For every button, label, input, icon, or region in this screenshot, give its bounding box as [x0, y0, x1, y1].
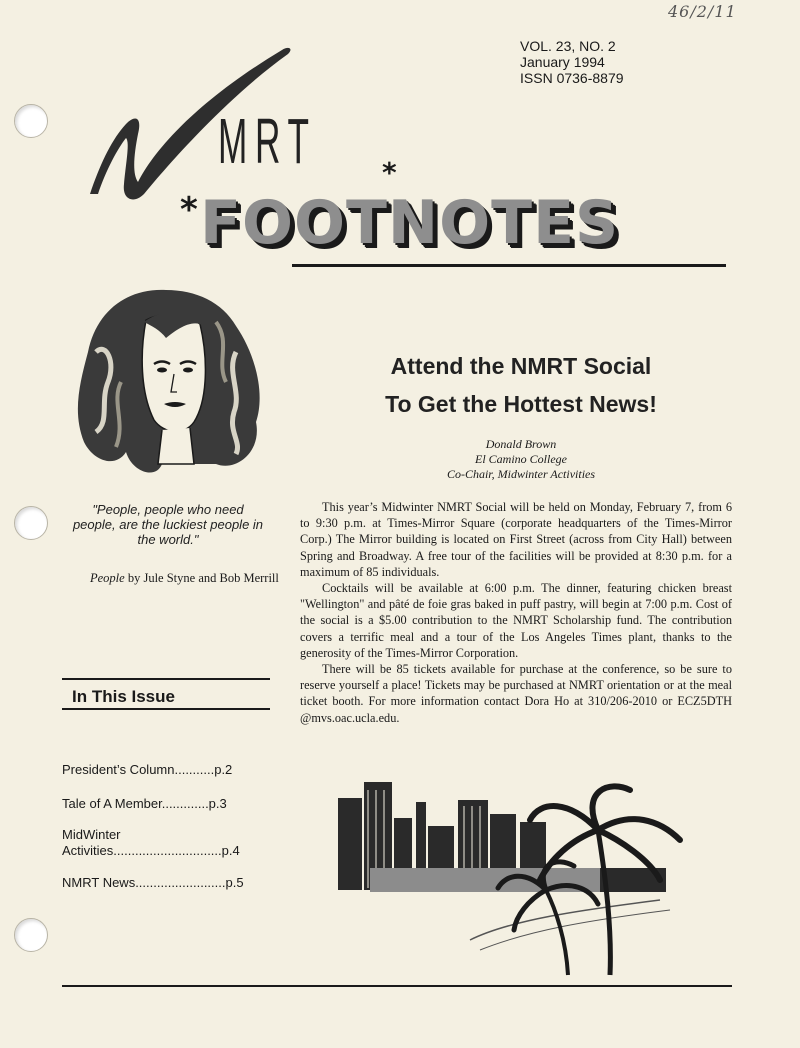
headline-line-2: To Get the Hottest News!	[385, 391, 657, 417]
quote-credit	[76, 570, 286, 586]
city-skyline-illustration	[330, 770, 700, 980]
nmrt-letters: MRT	[218, 105, 317, 177]
toc-list	[62, 762, 272, 891]
portrait-illustration	[66, 282, 270, 482]
punch-hole-top	[14, 104, 48, 138]
author-affiliation: El Camino College	[475, 452, 567, 466]
newsletter-title: FOOTNOTES	[200, 188, 620, 258]
author-role: Co-Chair, Midwinter Activities	[446, 467, 596, 481]
issue-info	[520, 38, 624, 86]
article-paragraph: This year’s Midwinter NMRT Social will be held on Monday, February 7, from 6 to 9:30 p.m. at Times-Mirror Square (corporate headquarters of the Times-Mirror Corp.) The Mirror building is located on First Street (across from City Hall) between Spring and Broadway. A free tour of the facilities will be provided at 8:30 p.m. for a maximum of 85 individuals.	[300, 500, 732, 579]
punch-hole-bottom	[14, 918, 48, 952]
toc-item[interactable]: NMRT News.........................p.5	[62, 875, 244, 890]
logo-star: *	[382, 156, 397, 189]
punch-hole-middle	[14, 506, 48, 540]
toc-bottom-rule	[62, 708, 270, 710]
article-paragraph: There will be 85 tickets available for purchase at the conference, so be sure to reserve yourself a place! Tickets may be purchased at NMRT orientation or at the meal ticket booth. For more information contact Dora Ho at 310/206-2010 or ECZ5DTH @mvs.oac.ucla.edu.	[300, 662, 732, 725]
article-byline	[312, 437, 730, 482]
sidebar-quote: "People, people who need people, are the luckiest people in the world."	[72, 502, 264, 547]
headline-line-1: Attend the NMRT Social	[390, 353, 652, 379]
credit-title: People	[90, 571, 125, 585]
volume-number: VOL. 23, NO. 2	[520, 38, 616, 54]
article-paragraph: Cocktails will be available at 6:00 p.m. The dinner, featuring chicken breast "Wellington" and pâté de foie gras baked in puff pastry, will begin at 7:00 p.m. Cost of the social is a $5.00 contribution to the NMRT Scholarship fund. The contribution covers a terrific meal and a tour of the Los Angeles Times plant, thanks to the generosity of the Times-Mirror Corporation.	[300, 581, 732, 660]
title-star: *	[180, 190, 198, 230]
issue-date: January 1994	[520, 54, 605, 70]
author-name: Donald Brown	[485, 437, 557, 451]
title-rule	[292, 264, 726, 267]
toc-title: In This Issue	[72, 687, 175, 706]
toc-item[interactable]: President’s Column...........p.2	[62, 762, 233, 777]
article-body	[300, 499, 732, 726]
toc-top-rule	[62, 678, 270, 680]
article-headline	[312, 347, 730, 423]
toc-item[interactable]: MidWinter Activities..............................p.4	[62, 827, 240, 858]
toc-item[interactable]: Tale of A Member.............p.3	[62, 796, 227, 811]
handwritten-note: 46/2/11	[668, 2, 737, 21]
credit-authors: by Jule Styne and Bob Merrill	[124, 571, 279, 585]
issn: ISSN 0736-8879	[520, 70, 624, 86]
footer-rule	[62, 985, 732, 987]
